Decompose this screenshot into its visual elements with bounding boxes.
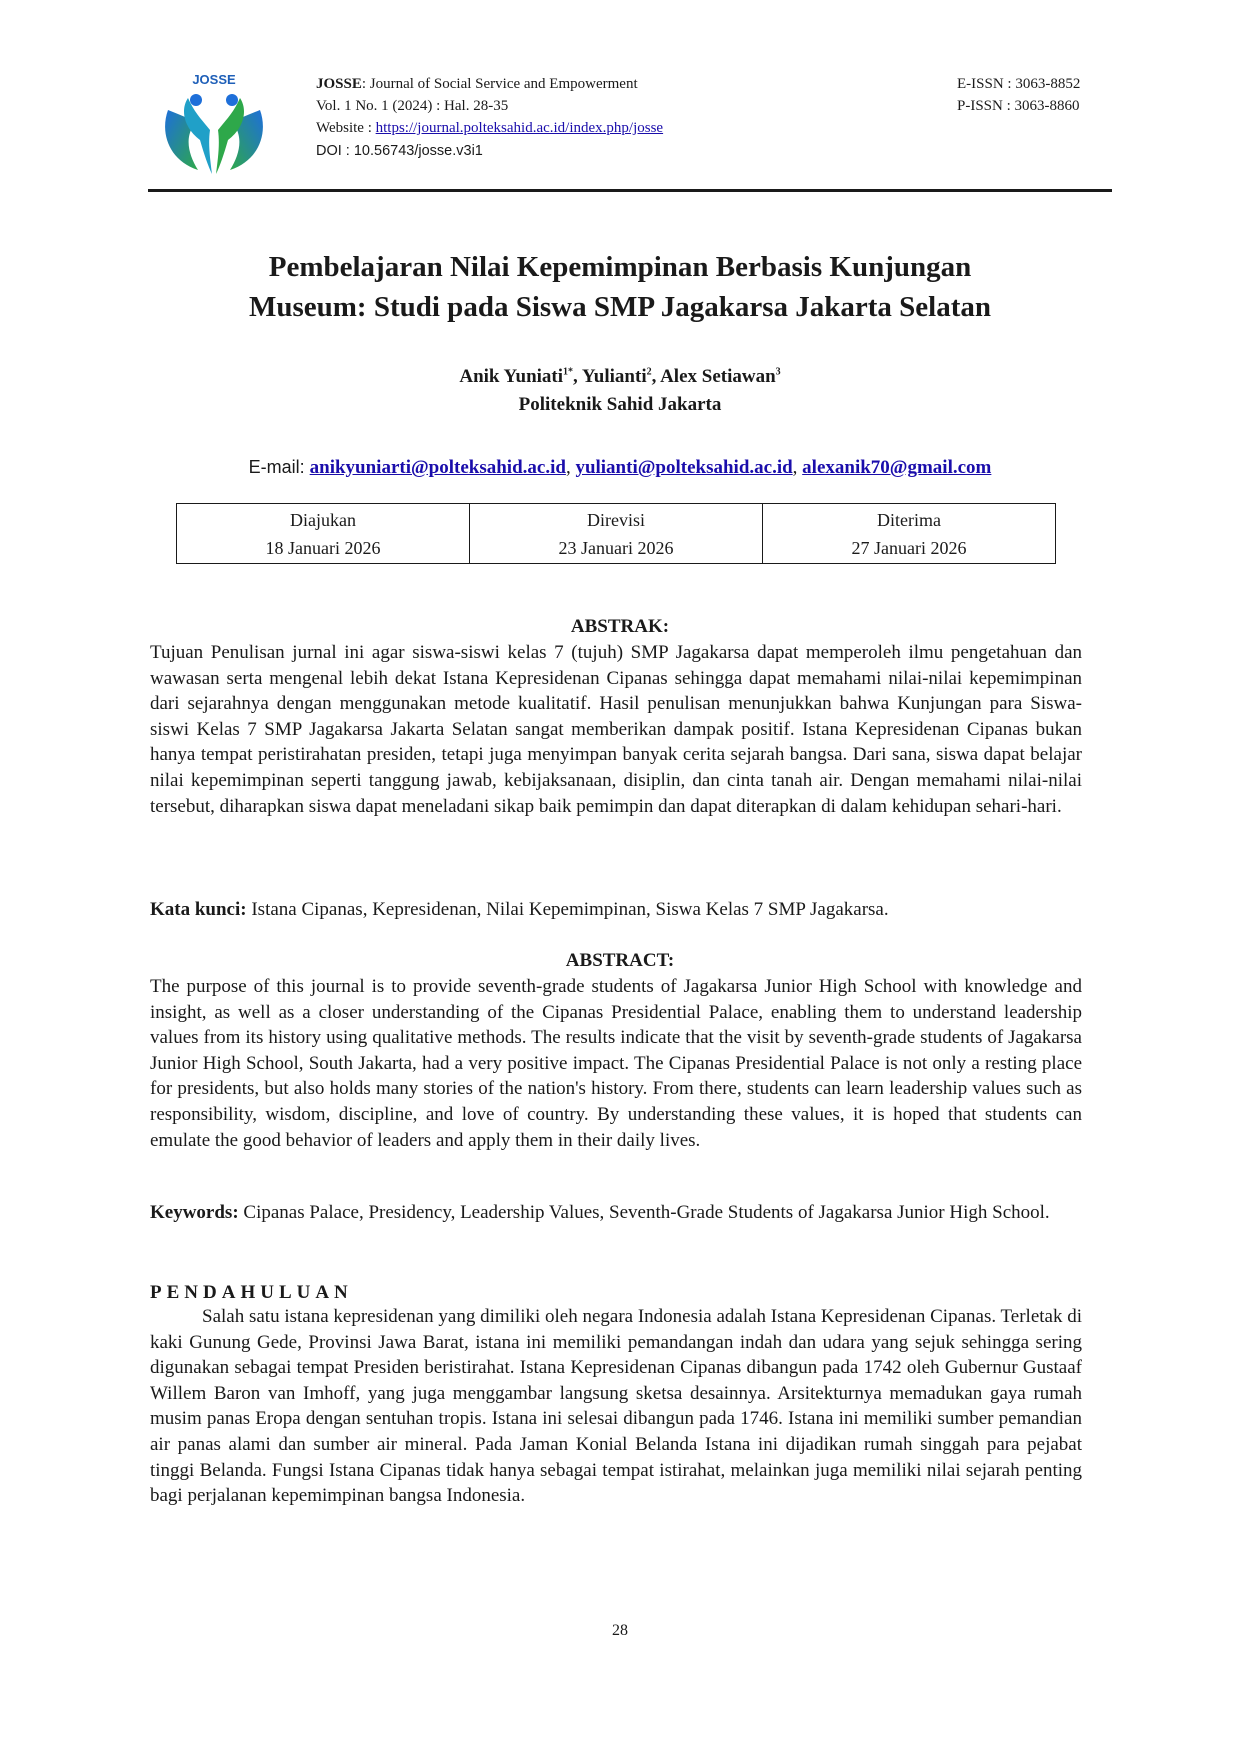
abstrak-text: Tujuan Penulisan jurnal ini agar siswa-siswi kelas 7 (tujuh) SMP Jagakarsa dapat memperoleh ilmu pengetahuan dan wawasan serta mengenal lebih dekat Istana Kepresidenan Cipanas sehingga dapat memahami nilai-nilai kepemimpinan dari sejarahnya dengan menggunakan metode kualitatif. Hasil penulisan menunjukkan bahwa Kunjungan para Siswa-siswi Kelas 7 SMP Jagakarsa Jakarta Selatan sangat memberikan dampak positif. Istana Kepresidenan Cipanas bukan hanya tempat peristirahatan presiden, tetapi juga menyimpan banyak cerita sejarah bangsa. Dari sana, siswa dapat belajar nilai kepemimpinan seperti tanggung jawab, kebijaksanaan, disiplin, dan cinta tanah air. Dengan memahami nilai-nilai tersebut, diharapkan siswa dapat meneladani sikap baik pemimpin dan dapat diterapkan di dalam kehidupan sehari-hari.: [150, 642, 1082, 817]
date-value: 27 Januari 2026: [851, 537, 967, 558]
submission-dates-table: [176, 503, 1056, 564]
date-cell: [177, 504, 470, 564]
volume-info: Vol. 1 No. 1 (2024) : Hal. 28-35: [316, 98, 509, 114]
abstrak-keywords: Kata kunci: Istana Cipanas, Kepresidenan, Nilai Kepemimpinan, Siswa Kelas 7 SMP Jagakarsa.: [150, 899, 889, 920]
affiliation: Politeknik Sahid Jakarta: [518, 394, 722, 415]
date-header: Diterima: [877, 509, 941, 530]
website-link[interactable]: https://journal.polteksahid.ac.id/index.php/josse: [375, 120, 664, 136]
abstract-heading: ABSTRACT:: [565, 950, 675, 971]
email-link-1[interactable]: anikyuniarti@polteksahid.ac.id: [309, 457, 566, 478]
authors: Anik Yuniati$^{1*}$, Yulianti$^2$, Alex Setiawan$^3$: [459, 366, 781, 387]
abstrak-heading: ABSTRAK:: [570, 616, 670, 637]
paper-title-line-1: Pembelajaran Nilai Kepemimpinan Berbasis Kunjungan: [268, 251, 972, 283]
date-header: Diajukan: [290, 509, 356, 530]
email-line: E-mail: anikyuniarti@polteksahid.ac.id, yulianti@polteksahid.ac.id, alexanik70@gmail.com: [248, 457, 992, 478]
pendahuluan-text: Salah satu istana kepresidenan yang dimiliki oleh negara Indonesia adalah Istana Kepresidenan Cipanas. Terletak di kaki Gunung Gede, Provinsi Jawa Barat, istana ini memiliki pemandangan indah dan udara yang sejuk sehingga sering digunakan sebagai tempat Presiden beristirahat. Istana Kepresidenan Cipanas dibangun pada 1742 oleh Gubernur Gustaaf Willem Baron van Imhoff, yang juga menggambar langsung sketsa desainnya. Arsitekturnya memadukan gaya rumah musim panas Eropa dengan sentuhan tropis. Istana ini selesai dibangun pada 1746. Istana ini memiliki sumber pemandian air panas alami dan sumber air mineral. Pada Jaman Konial Belanda Istana ini dijadikan rumah singgah para pejabat tinggi Belanda. Fungsi Istana Cipanas tidak hanya sebagai tempat istirahat, melainkan juga memiliki nilai sejarah penting bagi perjalanan kepemimpinan bangsa Indonesia.: [150, 1306, 1082, 1507]
doi: DOI : 10.56743/josse.v3i1: [316, 143, 483, 159]
date-value: 18 Januari 2026: [265, 537, 381, 558]
logo-text: JOSSE: [192, 72, 236, 87]
abstract-text: The purpose of this journal is to provide seventh-grade students of Jagakarsa Junior High School with knowledge and insight, as well as a closer understanding of the Cipanas Presidential Palace, enabling them to understand leadership values from its history using qualitative methods. The results indicate that the visit by seventh-grade students of Jagakarsa Junior High School, South Jakarta, had a very positive impact. The Cipanas Presidential Palace is not only a resting place for presidents, but also holds many stories of the nation's history. From there, students can learn leadership values such as responsibility, wisdom, discipline, and love of country. By understanding these values, it is hoped that students can emulate the good behavior of leaders and apply them in their daily lives.: [150, 976, 1082, 1151]
section-heading-pendahuluan: PENDAHULUAN: [150, 1282, 353, 1303]
date-cell: [470, 504, 763, 564]
page-number: 28: [612, 1622, 628, 1639]
journal-logo: [158, 70, 270, 180]
pissn: P-ISSN : 3063-8860: [957, 98, 1080, 114]
journal-name: JOSSE: Journal of Social Service and Empowerment: [316, 76, 638, 92]
website-line: Website : https://journal.polteksahid.ac.id/index.php/josse: [316, 120, 664, 136]
abstract-keywords: Keywords: Cipanas Palace, Presidency, Leadership Values, Seventh-Grade Students of Jagakarsa Junior High School.: [150, 1202, 1050, 1223]
eissn: E-ISSN : 3063-8852: [957, 76, 1081, 92]
date-header: Direvisi: [587, 509, 645, 530]
header-rule: [148, 189, 1112, 192]
email-link-2[interactable]: yulianti@polteksahid.ac.id: [575, 457, 793, 478]
paper-title-line-2: Museum: Studi pada Siswa SMP Jagakarsa Jakarta Selatan: [248, 291, 992, 323]
email-link-3[interactable]: alexanik70@gmail.com: [802, 457, 992, 478]
date-value: 23 Januari 2026: [558, 537, 674, 558]
date-cell: [763, 504, 1056, 564]
